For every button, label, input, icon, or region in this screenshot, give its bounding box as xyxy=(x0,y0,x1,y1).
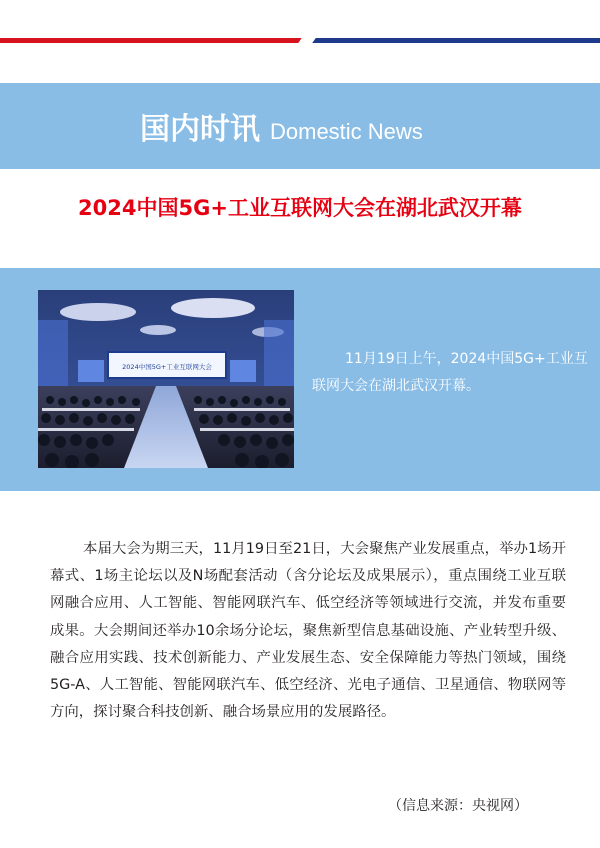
top-decorative-rule xyxy=(0,38,600,43)
top-rule-red-segment xyxy=(0,38,310,43)
section-title-en: Domestic News xyxy=(270,119,423,144)
section-title xyxy=(140,104,423,147)
article-headline: 2024中国5G+工业互联网大会在湖北武汉开幕 xyxy=(78,196,522,220)
stage-screen-text: 2024中国5G+工业互联网大会 xyxy=(122,363,212,371)
top-rule-blue-segment xyxy=(310,38,600,43)
article-source: （信息来源：央视网） xyxy=(388,798,528,814)
conference-photo xyxy=(38,290,294,468)
section-title-cn: 国内时讯 xyxy=(140,112,260,147)
article-body: 本届大会为期三天，11月19日至21日，大会聚焦产业发展重点，举办1场开幕式、1场主论坛以及N场配套活动（含分论坛及成果展示），重点围绕工业互联网融合应用、人工智能、智能网联汽车、低空经济等领域进行交流，并发布重要成果。大会期间还举办10余场分论坛，聚焦新型信息基础设施、产业转型升级、融合应用实践、技术创新能力、产业发展生态、安全保障能力等热门领域，围绕5G-A、人工智能、智能网联汽车、低空经济、光电子通信、卫星通信、物联网等方向，探讨聚合科技创新、融合场景应用的发展路径。 xyxy=(50,541,566,721)
photo-caption: 11月19日上午，2024中国5G+工业互联网大会在湖北武汉开幕。 xyxy=(312,351,588,394)
